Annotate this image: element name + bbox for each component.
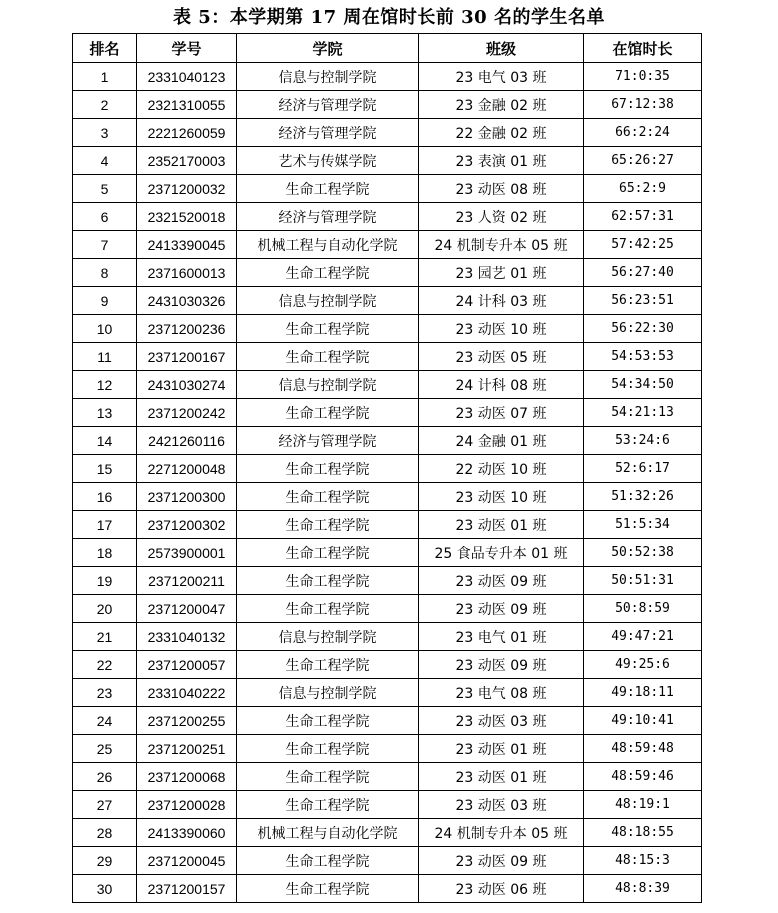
table-row <box>73 455 702 483</box>
cell-student-id: 2221260059 <box>137 119 237 147</box>
cell-rank: 2 <box>73 91 137 119</box>
cell-rank: 18 <box>73 539 137 567</box>
table-row <box>73 651 702 679</box>
cell-college: 信息与控制学院 <box>237 371 419 399</box>
cell-class: 23 动医 01 班 <box>419 763 584 791</box>
cell-class: 23 动医 09 班 <box>419 567 584 595</box>
cell-duration: 49:18:11 <box>584 679 702 707</box>
table-row <box>73 371 702 399</box>
cell-duration: 66:2:24 <box>584 119 702 147</box>
cell-college: 生命工程学院 <box>237 763 419 791</box>
table-row <box>73 147 702 175</box>
cell-duration: 48:18:55 <box>584 819 702 847</box>
ranking-table <box>72 33 702 903</box>
cell-student-id: 2371200157 <box>137 875 237 903</box>
table-row <box>73 875 702 903</box>
table-row <box>73 791 702 819</box>
cell-class: 23 动医 01 班 <box>419 735 584 763</box>
cell-class: 23 动医 09 班 <box>419 847 584 875</box>
table-row <box>73 259 702 287</box>
table-row <box>73 427 702 455</box>
cell-college: 经济与管理学院 <box>237 203 419 231</box>
table-row <box>73 343 702 371</box>
header-duration: 在馆时长 <box>584 34 702 63</box>
cell-class: 23 动医 01 班 <box>419 511 584 539</box>
cell-duration: 53:24:6 <box>584 427 702 455</box>
cell-duration: 48:59:48 <box>584 735 702 763</box>
table-row <box>73 483 702 511</box>
cell-rank: 20 <box>73 595 137 623</box>
cell-rank: 12 <box>73 371 137 399</box>
cell-student-id: 2321310055 <box>137 91 237 119</box>
cell-duration: 48:19:1 <box>584 791 702 819</box>
table-row <box>73 567 702 595</box>
cell-duration: 48:59:46 <box>584 763 702 791</box>
cell-class: 23 电气 08 班 <box>419 679 584 707</box>
cell-student-id: 2371200068 <box>137 763 237 791</box>
table-row <box>73 315 702 343</box>
cell-student-id: 2371200047 <box>137 595 237 623</box>
cell-student-id: 2331040132 <box>137 623 237 651</box>
cell-college: 机械工程与自动化学院 <box>237 231 419 259</box>
cell-rank: 5 <box>73 175 137 203</box>
cell-student-id: 2371200045 <box>137 847 237 875</box>
cell-rank: 23 <box>73 679 137 707</box>
cell-class: 23 动医 03 班 <box>419 707 584 735</box>
cell-duration: 54:34:50 <box>584 371 702 399</box>
cell-class: 23 动医 07 班 <box>419 399 584 427</box>
cell-rank: 13 <box>73 399 137 427</box>
table-row <box>73 119 702 147</box>
cell-student-id: 2371200211 <box>137 567 237 595</box>
cell-class: 24 计科 08 班 <box>419 371 584 399</box>
cell-duration: 56:22:30 <box>584 315 702 343</box>
table-row <box>73 287 702 315</box>
cell-college: 信息与控制学院 <box>237 679 419 707</box>
cell-class: 23 动医 09 班 <box>419 595 584 623</box>
cell-duration: 54:53:53 <box>584 343 702 371</box>
cell-student-id: 2573900001 <box>137 539 237 567</box>
cell-rank: 1 <box>73 63 137 91</box>
table-row <box>73 707 702 735</box>
header-rank: 排名 <box>73 34 137 63</box>
cell-college: 生命工程学院 <box>237 791 419 819</box>
cell-duration: 65:2:9 <box>584 175 702 203</box>
cell-rank: 17 <box>73 511 137 539</box>
document-title: 表 5：本学期第 17 周在馆时长前 30 名的学生名单 <box>173 7 605 28</box>
cell-duration: 51:32:26 <box>584 483 702 511</box>
cell-duration: 48:15:3 <box>584 847 702 875</box>
cell-rank: 22 <box>73 651 137 679</box>
cell-rank: 16 <box>73 483 137 511</box>
cell-student-id: 2431030274 <box>137 371 237 399</box>
cell-duration: 52:6:17 <box>584 455 702 483</box>
table-body <box>73 63 702 903</box>
cell-duration: 50:51:31 <box>584 567 702 595</box>
cell-college: 生命工程学院 <box>237 399 419 427</box>
cell-duration: 67:12:38 <box>584 91 702 119</box>
cell-duration: 49:47:21 <box>584 623 702 651</box>
cell-rank: 9 <box>73 287 137 315</box>
cell-college: 生命工程学院 <box>237 567 419 595</box>
cell-college: 信息与控制学院 <box>237 623 419 651</box>
cell-rank: 6 <box>73 203 137 231</box>
cell-student-id: 2371200236 <box>137 315 237 343</box>
cell-college: 生命工程学院 <box>237 343 419 371</box>
cell-duration: 49:25:6 <box>584 651 702 679</box>
cell-class: 24 机制专升本 05 班 <box>419 231 584 259</box>
cell-class: 24 金融 01 班 <box>419 427 584 455</box>
cell-class: 23 金融 02 班 <box>419 91 584 119</box>
cell-duration: 71:0:35 <box>584 63 702 91</box>
cell-college: 生命工程学院 <box>237 315 419 343</box>
table-row <box>73 399 702 427</box>
cell-rank: 25 <box>73 735 137 763</box>
table-row <box>73 203 702 231</box>
cell-class: 23 动医 09 班 <box>419 651 584 679</box>
cell-rank: 14 <box>73 427 137 455</box>
cell-rank: 11 <box>73 343 137 371</box>
header-student-id: 学号 <box>137 34 237 63</box>
table-row <box>73 763 702 791</box>
cell-college: 生命工程学院 <box>237 259 419 287</box>
table-row <box>73 511 702 539</box>
table-row <box>73 735 702 763</box>
table-row <box>73 623 702 651</box>
cell-rank: 3 <box>73 119 137 147</box>
cell-student-id: 2371200242 <box>137 399 237 427</box>
cell-rank: 29 <box>73 847 137 875</box>
table-row <box>73 539 702 567</box>
table-row <box>73 819 702 847</box>
cell-class: 24 机制专升本 05 班 <box>419 819 584 847</box>
cell-student-id: 2431030326 <box>137 287 237 315</box>
table-row <box>73 595 702 623</box>
cell-rank: 28 <box>73 819 137 847</box>
cell-college: 经济与管理学院 <box>237 119 419 147</box>
cell-rank: 4 <box>73 147 137 175</box>
cell-student-id: 2413390060 <box>137 819 237 847</box>
table-header-row <box>73 34 702 63</box>
header-college: 学院 <box>237 34 419 63</box>
table-row <box>73 63 702 91</box>
cell-class: 22 动医 10 班 <box>419 455 584 483</box>
cell-student-id: 2413390045 <box>137 231 237 259</box>
cell-class: 23 动医 06 班 <box>419 875 584 903</box>
cell-college: 经济与管理学院 <box>237 427 419 455</box>
cell-duration: 50:52:38 <box>584 539 702 567</box>
cell-class: 24 计科 03 班 <box>419 287 584 315</box>
cell-duration: 56:23:51 <box>584 287 702 315</box>
cell-duration: 56:27:40 <box>584 259 702 287</box>
cell-college: 艺术与传媒学院 <box>237 147 419 175</box>
cell-rank: 24 <box>73 707 137 735</box>
cell-college: 生命工程学院 <box>237 595 419 623</box>
cell-class: 23 电气 01 班 <box>419 623 584 651</box>
cell-student-id: 2371200302 <box>137 511 237 539</box>
cell-rank: 15 <box>73 455 137 483</box>
cell-rank: 8 <box>73 259 137 287</box>
cell-college: 生命工程学院 <box>237 175 419 203</box>
cell-college: 信息与控制学院 <box>237 63 419 91</box>
table-row <box>73 847 702 875</box>
cell-rank: 27 <box>73 791 137 819</box>
header-class: 班级 <box>419 34 584 63</box>
cell-duration: 51:5:34 <box>584 511 702 539</box>
cell-college: 生命工程学院 <box>237 511 419 539</box>
cell-college: 生命工程学院 <box>237 455 419 483</box>
cell-duration: 49:10:41 <box>584 707 702 735</box>
table-row <box>73 679 702 707</box>
cell-college: 生命工程学院 <box>237 483 419 511</box>
cell-college: 生命工程学院 <box>237 847 419 875</box>
cell-student-id: 2321520018 <box>137 203 237 231</box>
cell-student-id: 2371200167 <box>137 343 237 371</box>
cell-college: 机械工程与自动化学院 <box>237 819 419 847</box>
cell-student-id: 2331040222 <box>137 679 237 707</box>
cell-rank: 7 <box>73 231 137 259</box>
cell-student-id: 2371200300 <box>137 483 237 511</box>
cell-class: 23 电气 03 班 <box>419 63 584 91</box>
table-row <box>73 175 702 203</box>
cell-class: 23 动医 03 班 <box>419 791 584 819</box>
cell-class: 25 食品专升本 01 班 <box>419 539 584 567</box>
cell-class: 23 动医 05 班 <box>419 343 584 371</box>
cell-student-id: 2271200048 <box>137 455 237 483</box>
cell-class: 23 动医 08 班 <box>419 175 584 203</box>
cell-student-id: 2371200028 <box>137 791 237 819</box>
cell-class: 23 人资 02 班 <box>419 203 584 231</box>
cell-college: 生命工程学院 <box>237 875 419 903</box>
cell-rank: 21 <box>73 623 137 651</box>
cell-class: 23 动医 10 班 <box>419 315 584 343</box>
cell-duration: 48:8:39 <box>584 875 702 903</box>
cell-student-id: 2371200255 <box>137 707 237 735</box>
cell-college: 经济与管理学院 <box>237 91 419 119</box>
cell-student-id: 2331040123 <box>137 63 237 91</box>
cell-college: 生命工程学院 <box>237 735 419 763</box>
cell-class: 23 园艺 01 班 <box>419 259 584 287</box>
cell-college: 信息与控制学院 <box>237 287 419 315</box>
table-row <box>73 231 702 259</box>
cell-student-id: 2371600013 <box>137 259 237 287</box>
table-row <box>73 91 702 119</box>
cell-rank: 10 <box>73 315 137 343</box>
cell-duration: 65:26:27 <box>584 147 702 175</box>
cell-student-id: 2371200057 <box>137 651 237 679</box>
cell-class: 23 表演 01 班 <box>419 147 584 175</box>
cell-class: 23 动医 10 班 <box>419 483 584 511</box>
cell-class: 22 金融 02 班 <box>419 119 584 147</box>
cell-duration: 62:57:31 <box>584 203 702 231</box>
cell-student-id: 2371200251 <box>137 735 237 763</box>
cell-duration: 54:21:13 <box>584 399 702 427</box>
cell-duration: 50:8:59 <box>584 595 702 623</box>
cell-college: 生命工程学院 <box>237 539 419 567</box>
cell-duration: 57:42:25 <box>584 231 702 259</box>
cell-student-id: 2352170003 <box>137 147 237 175</box>
cell-student-id: 2421260116 <box>137 427 237 455</box>
cell-rank: 19 <box>73 567 137 595</box>
cell-rank: 30 <box>73 875 137 903</box>
cell-college: 生命工程学院 <box>237 651 419 679</box>
cell-student-id: 2371200032 <box>137 175 237 203</box>
cell-college: 生命工程学院 <box>237 707 419 735</box>
cell-rank: 26 <box>73 763 137 791</box>
